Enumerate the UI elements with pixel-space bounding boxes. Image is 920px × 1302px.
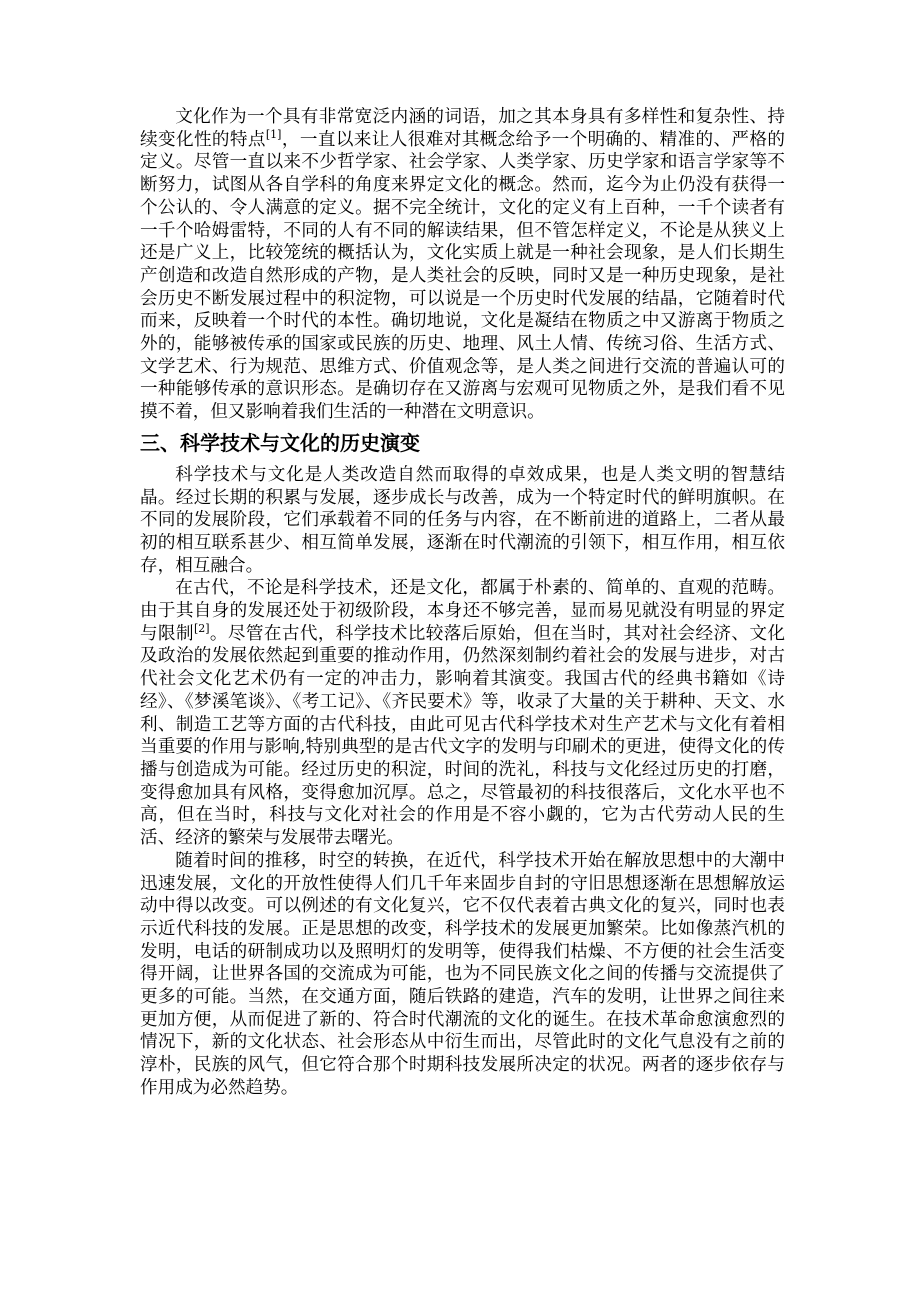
citation-ref-1: [1]: [265, 127, 282, 141]
document-page: [140, 106, 785, 1100]
citation-ref-2: [2]: [193, 621, 210, 635]
paragraph-culture-definition: [140, 106, 785, 424]
paragraph-ancient: [140, 577, 785, 849]
paragraph-text: ，一直以来让人很难对其概念给予一个明确的、精准的、严格的定义。尽管一直以来不少哲学家、社会学家、人类学家、历史学家和语言学家等不断努力，试图从各自学科的角度来界定文化的概念。然而，迄今为止仍没有获得一个公认的、令人满意的定义。据不完全统计，文化的定义有上百种，一千个读者有一千个哈姆雷特，不同的人有不同的解读结果，但不管怎样定义，不论是从狭义上还是广义上，比较笼统的概括认为，文化实质上就是一种社会现象，是人们长期生产创造和改造自然形成的产物，是人类社会的反映，同时又是一种历史现象，是社会历史不断发展过程中的积淀物，可以说是一个历史时代发展的结晶，它随着时代而来，反映着一个时代的本性。确切地说，文化是凝结在物质之中又游离于物质之外的，能够被传承的国家或民族的历史、地理、风土人情、传统习俗、生活方式、文学艺术、行为规范、思维方式、价值观念等，是人类之间进行交流的普遍认可的一种能够传承的意识形态。是确切存在又游离与宏观可见物质之外，是我们看不见摸不着，但又影响着我们生活的一种潜在文明意识。: [140, 129, 785, 423]
paragraph-modern: 随着时间的推移，时空的转换，在近代，科学技术开始在解放思想中的大潮中迅速发展，文化的开放性使得人们几千年来固步自封的守旧思想逐渐在思想解放运动中得以改变。可以例述的有文化复兴，它不仅代表着古典文化的复兴，同时也表示近代科技的发展。正是思想的改变，科学技术的发展更加繁荣。比如像蒸汽机的发明，电话的研制成功以及照明灯的发明等，使得我们枯燥、不方便的社会生活变得开阔，让世界各国的交流成为可能，也为不同民族文化之间的传播与交流提供了更多的可能。当然，在交通方面，随后铁路的建造，汽车的发明，让世界之间往来更加方便，从而促进了新的、符合时代潮流的文化的诞生。在技术革命愈演愈烈的情况下，新的文化状态、社会形态从中衍生而出，尽管此时的文化气息没有之前的淳朴，民族的风气，但它符合那个时期科技发展所决定的状况。两者的逐步依存与作用成为必然趋势。: [140, 850, 785, 1098]
section-heading: 三、科学技术与文化的历史演变: [140, 430, 420, 455]
paragraph-text: 。尽管在古代，科学技术比较落后原始，但在当时，其对社会经济、文化及政治的发展依然起到重要的推动作用，仍然深刻制约着社会的发展与进步，对古代社会文化艺术仍有一定的冲击力，影响着其演变。我国古代的经典书籍如《诗经》、《梦溪笔谈》、《考工记》、《齐民要术》等，收录了大量的关于耕种、天文、水利、制造工艺等方面的古代科技，由此可见古代科学技术对生产艺术与文化有着相当重要的作用与影响,特别典型的是古代文字的发明与印刷术的更进，使得文化的传播与创造成为可能。经过历史的积淀，时间的洗礼，科技与文化经过历史的打磨，变得愈加具有风格，变得愈加沉厚。总之，尽管最初的科技很落后，文化水平也不高，但在当时，科技与文化对社会的作用是不容小觑的，它为古代劳动人民的生活、经济的繁荣与发展带去曙光。: [140, 623, 785, 849]
paragraph-intro: 科学技术与文化是人类改造自然而取得的卓效成果，也是人类文明的智慧结晶。经过长期的积累与发展，逐步成长与改善，成为一个特定时代的鲜明旗帜。在不同的发展阶段，它们承载着不同的任务与内容，在不断前进的道路上，二者从最初的相互联系甚少、相互简单发展，逐渐在时代潮流的引领下，相互作用，相互依存，相互融合。: [140, 464, 785, 576]
paragraph-text: 文化作为一个具有非常宽泛内涵的词语，加之其本身具有多样性和复杂性、持续变化性的特点: [140, 107, 785, 150]
paragraph-text: 在古代，不论是科学技术，还是文化，都属于朴素的、简单的、直观的范畴。由于其自身的发展还处于初级阶段，本身还不够完善，显而易见就没有明显的界定与限制: [140, 578, 785, 644]
